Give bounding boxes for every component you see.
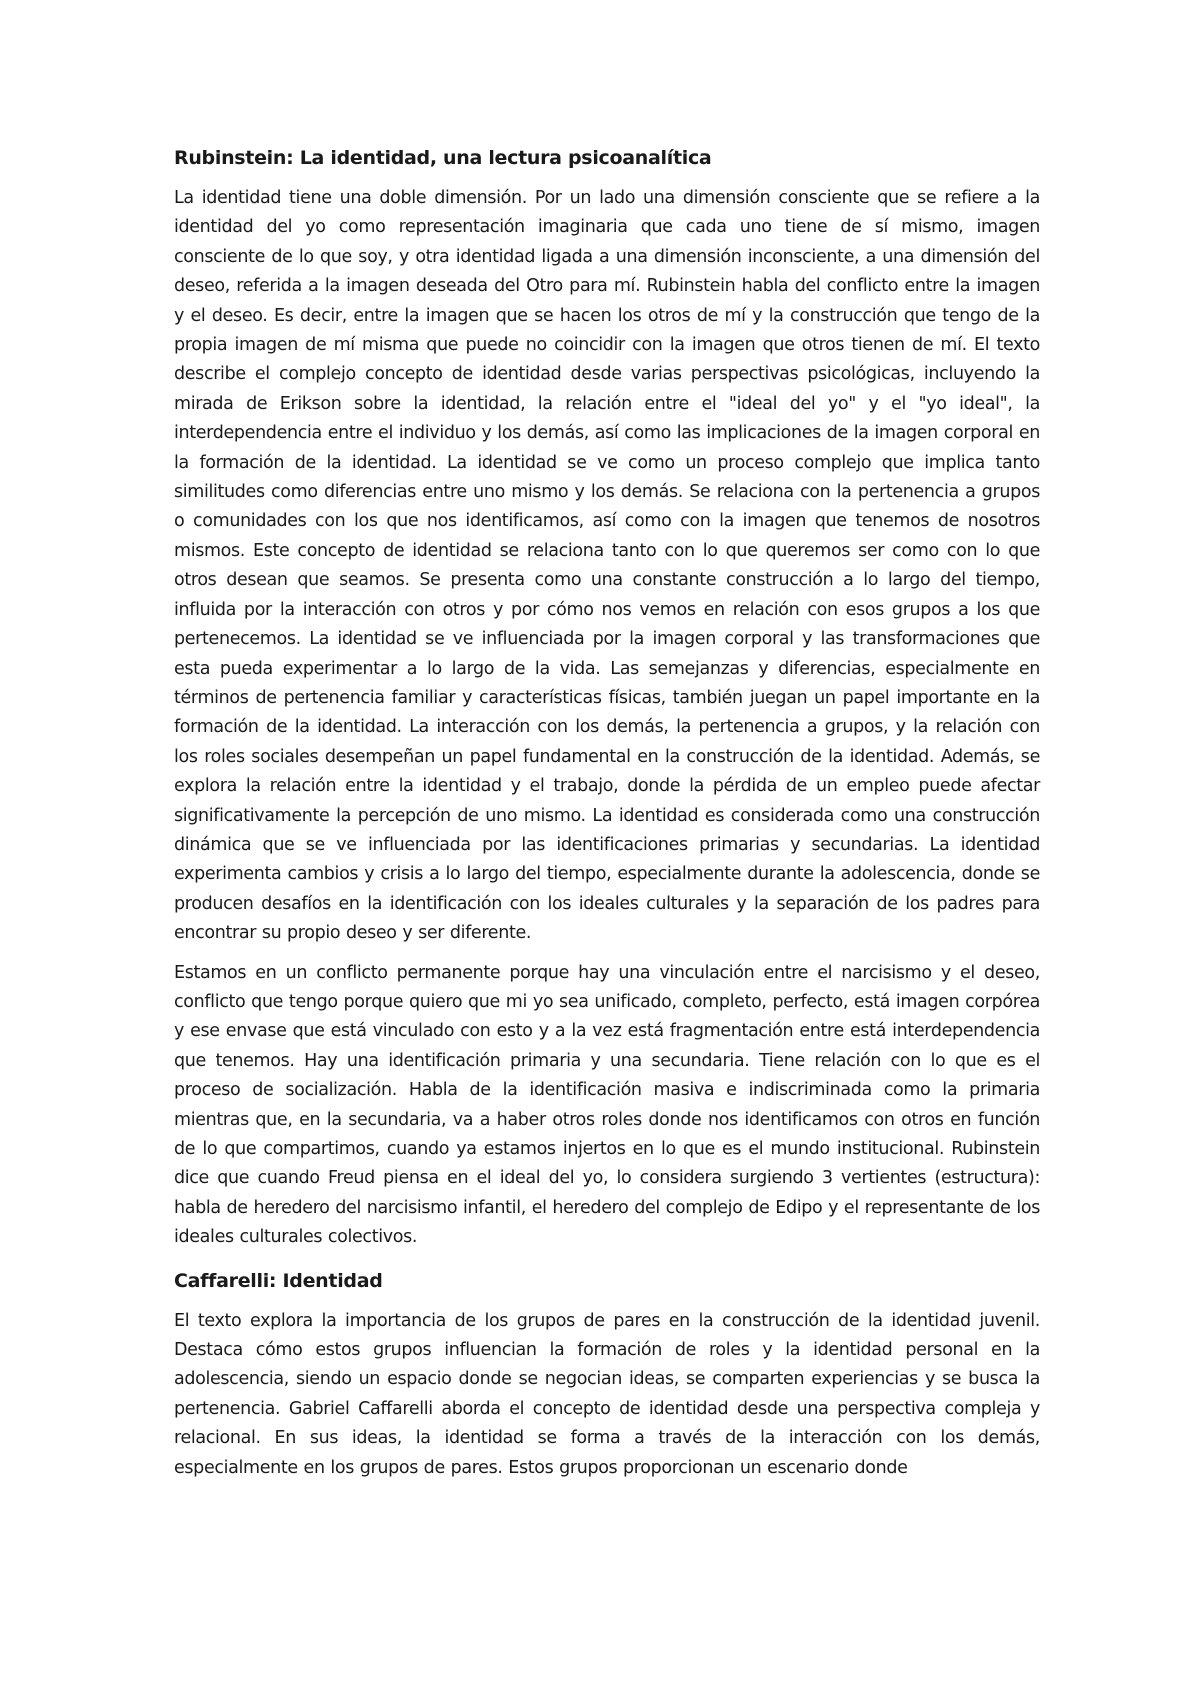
paragraph-peer-groups: El texto explora la importancia de los grupos de pares en la construcción de la identidad juvenil. Destaca cómo estos grupos influencian la formación de roles y la identidad personal en la adolescencia, siendo un espacio donde se negocian ideas, se comparten experiencias y se busca la pertenencia. Gabriel Caffarelli aborda el concepto de identidad desde una perspectiva compleja y relacional. En sus ideas, la identidad se forma a través de la interacción con los demás, especialmente en los grupos de pares. Estos grupos proporcionan un escenario donde [174,1310,1040,1478]
paragraph-identity-dimensions: La identidad tiene una doble dimensión. Por un lado una dimensión consciente que se refiere a la identidad del yo como representación imaginaria que cada uno tiene de sí mismo, imagen consciente de lo que soy, y otra identidad ligada a una dimensión inconsciente, a una dimensión del deseo, referida a la imagen deseada del Otro para mí. Rubinstein habla del conflicto entre la imagen y el deseo. Es decir, entre la imagen que se hacen los otros de mí y la construcción que tengo de la propia imagen de mí misma que puede no coincidir con la imagen que otros tienen de mí. El texto describe el complejo concepto de identidad desde varias perspectivas psicológicas, incluyendo la mirada de Erikson sobre la identidad, la relación entre el "ideal del yo" y el "yo ideal", la interdependencia entre el individuo y los demás, así como las implicaciones de la imagen corporal en la formación de la identidad. La identidad se ve como un proceso complejo que implica tanto similitudes como diferencias entre uno mismo y los demás. Se relaciona con la pertenencia a grupos o comunidades con los que nos identificamos, así como con la imagen que tenemos de nosotros mismos. Este concepto de identidad se relaciona tanto con lo que queremos ser como con lo que otros desean que seamos. Se presenta como una constante construcción a lo largo del tiempo, influida por la interacción con otros y por cómo nos vemos en relación con esos grupos a los que pertenecemos. La identidad se ve influenciada por la imagen corporal y las transformaciones que esta pueda experimentar a lo largo de la vida. Las semejanzas y diferencias, especialmente en términos de pertenencia familiar y características físicas, también juegan un papel importante en la formación de la identidad. La interacción con los demás, la pertenencia a grupos, y la relación con los roles sociales desempeñan un papel fundamental en la construcción de la identidad. Además, se explora la relación entre la identidad y el trabajo, donde la pérdida de un empleo puede afectar significativamente la percepción de uno mismo. La identidad es considerada como una construcción dinámica que se ve influenciada por las identificaciones primarias y secundarias. La identidad experimenta cambios y crisis a lo largo del tiempo, especialmente durante la adolescencia, donde se producen desafíos en la identificación con los ideales culturales y la separación de los padres para encontrar su propio deseo y ser diferente. [174,188,1040,944]
section-title-rubinstein: Rubinstein: La identidad, una lectura psicoanalítica [174,147,712,169]
document-body [174,144,1040,1493]
section-title-caffarelli: Caffarelli: Identidad [174,1269,383,1292]
paragraph-narcissism-conflict: Estamos en un conflicto permanente porque hay una vinculación entre el narcisismo y el deseo, conflicto que tengo porque quiero que mi yo sea unificado, completo, perfecto, está imagen corpórea y ese envase que está vinculado con esto y a la vez está fragmentación entre está interdependencia que tenemos. Hay una identificación primaria y una secundaria. Tiene relación con lo que es el proceso de socialización. Habla de la identificación masiva e indiscriminada como la primaria mientras que, en la secundaria, va a haber otros roles donde nos identificamos con otros en función de lo que compartimos, cuando ya estamos injertos en lo que es el mundo institucional. Rubinstein dice que cuando Freud piensa en el ideal del yo, lo considera surgiendo 3 vertientes (estructura): habla de heredero del narcisismo infantil, el heredero del complejo de Edipo y el representante de los ideales culturales colectivos. [174,962,1040,1248]
